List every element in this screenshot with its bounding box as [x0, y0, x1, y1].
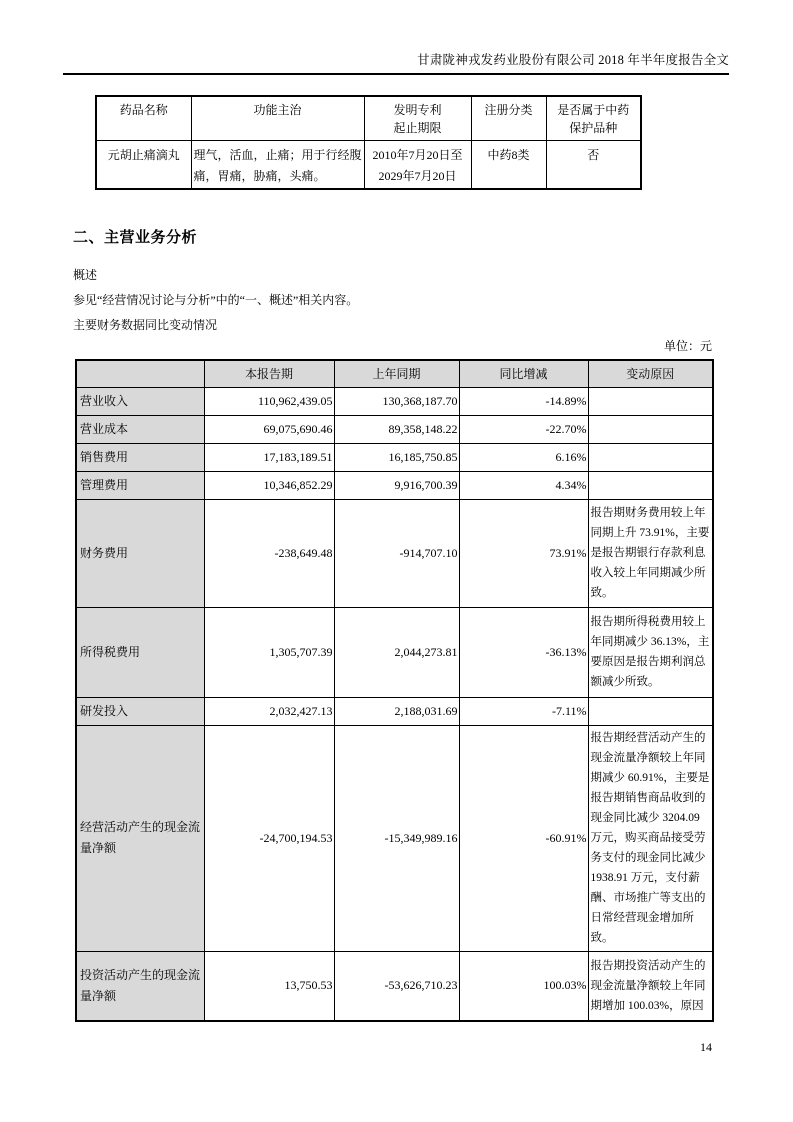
item-cell: 营业收入 [76, 387, 204, 415]
header-divider [63, 73, 729, 75]
drug-table-row [96, 140, 641, 189]
indications-cell: 理气，活血，止痛；用于行经腹痛，胃痛，胁痛，头痛。 [191, 140, 364, 189]
overview-label: 概述 [73, 268, 98, 282]
item-cell: 销售费用 [76, 443, 204, 471]
prior-period-cell: -914,707.10 [334, 499, 459, 607]
prior-period-cell: -53,626,710.23 [334, 951, 459, 1021]
prior-period-cell: 2,188,031.69 [334, 697, 459, 725]
col-header-change-reason: 变动原因 [588, 360, 713, 387]
prior-period-cell: -15,349,989.16 [334, 725, 459, 951]
col-header-yoy-change: 同比增减 [459, 360, 588, 387]
indications-header: 功能主治 [191, 96, 364, 140]
change-cell: -7.11% [459, 697, 588, 725]
row-income-tax [76, 607, 713, 697]
row-operating-cost [76, 415, 713, 443]
row-operating-revenue [76, 387, 713, 415]
reason-cell [588, 697, 713, 725]
current-period-cell: -24,700,194.53 [204, 725, 334, 951]
current-period-cell: 17,183,189.51 [204, 443, 334, 471]
fin-table-header-row [76, 360, 713, 387]
row-finance-expenses [76, 499, 713, 607]
prior-period-cell: 9,916,700.39 [334, 471, 459, 499]
row-selling-expenses [76, 443, 713, 471]
row-investing-cash-flow [76, 951, 713, 1021]
current-period-cell: 1,305,707.39 [204, 607, 334, 697]
unit-label: 单位：元 [663, 339, 712, 353]
change-cell: 4.34% [459, 471, 588, 499]
change-cell: -14.89% [459, 387, 588, 415]
current-period-cell: -238,649.48 [204, 499, 334, 607]
item-cell: 所得税费用 [76, 607, 204, 697]
financial-comparison-table [75, 359, 714, 1022]
item-cell: 营业成本 [76, 415, 204, 443]
drug-name-header: 药品名称 [96, 96, 191, 140]
reason-cell: 报告期投资活动产生的现金流量净额较上年同期增加 100.03%，原因 [588, 951, 713, 1021]
drug-info-table [95, 95, 642, 190]
patent-period-cell: 2010年7月20日至 2029年7月20日 [364, 140, 471, 189]
reason-cell [588, 443, 713, 471]
change-cell: 6.16% [459, 443, 588, 471]
reason-cell [588, 415, 713, 443]
reason-cell: 报告期所得税费用较上年同期减少 36.13%，主要原因是报告期利润总额减少所致。 [588, 607, 713, 697]
col-header-current-period: 本报告期 [204, 360, 334, 387]
tcm-protection-header: 是否属于中药 保护品种 [546, 96, 641, 140]
prior-period-cell: 130,368,187.70 [334, 387, 459, 415]
report-header-title: 甘肃陇神戎发药业股份有限公司 2018 年半年度报告全文 [417, 53, 729, 67]
registration-class-cell: 中药8类 [471, 140, 546, 189]
prior-period-cell: 2,044,273.81 [334, 607, 459, 697]
current-period-cell: 2,032,427.13 [204, 697, 334, 725]
col-header-prior-period: 上年同期 [334, 360, 459, 387]
current-period-cell: 10,346,852.29 [204, 471, 334, 499]
registration-class-header: 注册分类 [471, 96, 546, 140]
tcm-protection-cell: 否 [546, 140, 641, 189]
drug-table-header-row [96, 96, 641, 140]
row-admin-expenses [76, 471, 713, 499]
item-cell: 研发投入 [76, 697, 204, 725]
current-period-cell: 110,962,439.05 [204, 387, 334, 415]
item-cell: 管理费用 [76, 471, 204, 499]
row-rd-investment [76, 697, 713, 725]
current-period-cell: 13,750.53 [204, 951, 334, 1021]
change-cell: 100.03% [459, 951, 588, 1021]
section-title: 二、主营业务分析 [73, 230, 198, 246]
change-cell: -60.91% [459, 725, 588, 951]
overview-reference: 参见“经营情况讨论与分析”中的“一、概述”相关内容。 [73, 293, 359, 307]
reason-cell: 报告期经营活动产生的现金流量净额较上年同期减少 60.91%，主要是报告期销售商品收到的现金同比减少 3204.09 万元，购买商品接受劳务支付的现金同比减少 1938.91 万元，支付薪酬、市场推广等支出的日常经营现金增加所致。 [588, 725, 713, 951]
prior-period-cell: 89,358,148.22 [334, 415, 459, 443]
change-cell: -36.13% [459, 607, 588, 697]
col-header-item [76, 360, 204, 387]
item-cell: 经营活动产生的现金流量净额 [76, 725, 204, 951]
item-cell: 财务费用 [76, 499, 204, 607]
patent-period-header: 发明专利 起止期限 [364, 96, 471, 140]
prior-period-cell: 16,185,750.85 [334, 443, 459, 471]
financial-data-label: 主要财务数据同比变动情况 [73, 318, 218, 332]
current-period-cell: 69,075,690.46 [204, 415, 334, 443]
row-operating-cash-flow [76, 725, 713, 951]
reason-cell [588, 471, 713, 499]
reason-cell: 报告期财务费用较上年同期上升 73.91%，主要是报告期银行存款利息收入较上年同期减少所致。 [588, 499, 713, 607]
item-cell: 投资活动产生的现金流量净额 [76, 951, 204, 1021]
page-number: 14 [700, 1040, 712, 1054]
drug-name-cell: 元胡止痛滴丸 [96, 140, 191, 189]
change-cell: -22.70% [459, 415, 588, 443]
change-cell: 73.91% [459, 499, 588, 607]
reason-cell [588, 387, 713, 415]
